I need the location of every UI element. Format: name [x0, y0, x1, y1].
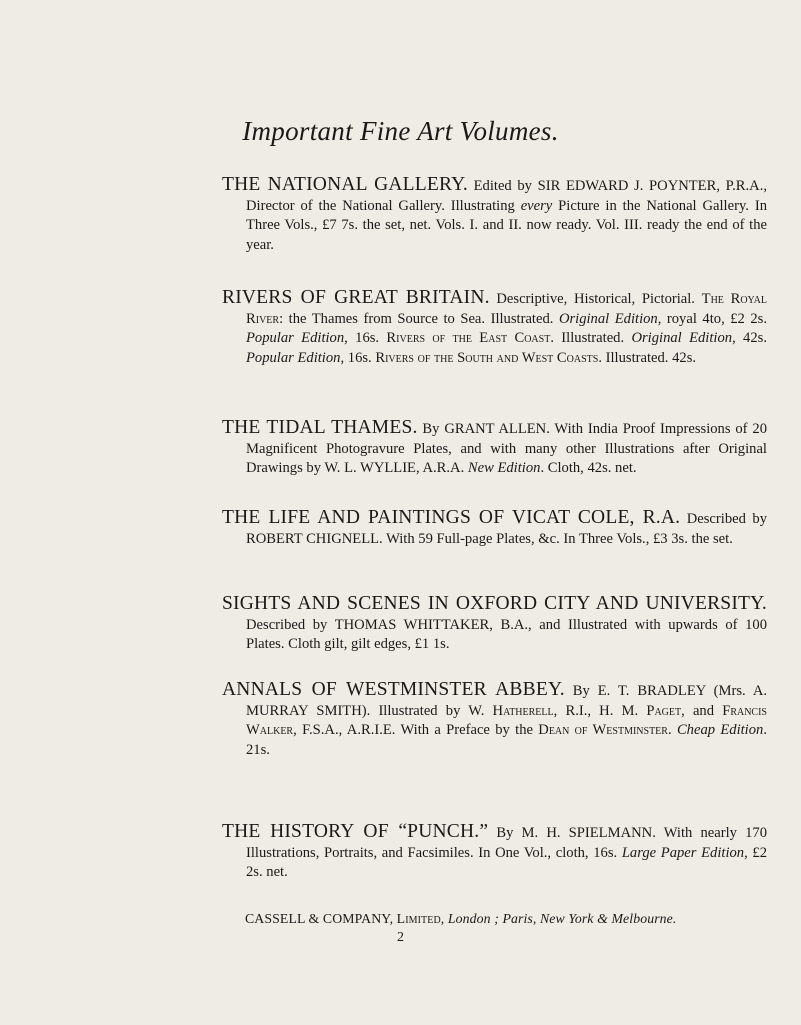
text-run: , 16s. — [344, 330, 387, 346]
entry-title: ANNALS OF WESTMINSTER ABBEY. — [222, 679, 565, 700]
text-run: Described by THOMAS WHITTAKER, B.A., and Illustrated with upwards of 100 Plates. Cloth gilt, gilt edges, £1 1s. — [246, 616, 767, 652]
entry-title: RIVERS OF GREAT BRITAIN. — [222, 287, 490, 308]
text-run: By E. T. BRADLEY (Mrs. A. MURRAY SMITH). Illustrated by W. — [246, 683, 768, 719]
text-run: : the Thames from Source to Sea. Illustrated. — [279, 310, 559, 327]
small-caps-text: Limited — [396, 911, 441, 926]
entry-text — [222, 594, 767, 655]
publisher-imprint — [245, 911, 745, 927]
text-run: . Cloth, 42s. net. — [540, 460, 637, 476]
small-caps-text: Francis Walker — [246, 702, 767, 738]
entry-westminster-abbey — [222, 680, 767, 760]
text-run: , R.I., H. M. — [553, 702, 647, 719]
text-run: CASSELL & COMPANY, — [245, 911, 397, 926]
text-run: Descriptive, Historical, Pictorial. — [489, 291, 702, 307]
italic-text: Popular Edition — [246, 349, 341, 366]
text-run: Picture in the National Gallery. In Three Vols., £7 7s. the set, net. Vols. I. and II. now ready. Vol. III. ready the end of the year. — [246, 197, 767, 253]
entry-history-of-punch — [222, 822, 767, 883]
text-run: , royal 4to, £2 2s. — [657, 310, 767, 327]
entry-text — [222, 175, 767, 255]
entry-vicat-cole — [222, 508, 767, 549]
entry-national-gallery — [222, 175, 767, 255]
text-run: , and — [681, 702, 723, 719]
text-run: . 21s. — [246, 722, 767, 758]
italic-text: New Edition — [467, 460, 541, 476]
italic-text: Cheap Edition — [676, 722, 764, 738]
entry-text — [222, 508, 767, 549]
small-caps-text: Paget — [646, 702, 682, 719]
small-caps-text: The Royal River — [246, 291, 767, 327]
entry-text — [222, 822, 767, 883]
text-run: , F.S.A., A.R.I.E. With a Preface by the — [293, 722, 539, 738]
small-caps-text: Rivers of the South and West Coasts — [375, 349, 599, 366]
italic-text: Original Edition — [558, 310, 658, 327]
italic-text: Large Paper Edition — [621, 844, 745, 861]
italic-text: Popular Edition — [246, 330, 345, 346]
entry-title: SIGHTS AND SCENES IN OXFORD CITY AND UNIVERSITY. — [222, 593, 767, 614]
entry-title: THE HISTORY OF “PUNCH.” — [222, 821, 489, 842]
entry-oxford-sights — [222, 594, 767, 655]
page-number: 2 — [397, 930, 404, 945]
italic-text: every — [520, 197, 553, 214]
text-run: . Illustrated. — [550, 330, 632, 346]
text-run: , 42s. — [732, 330, 767, 346]
entry-body — [246, 617, 767, 653]
italic-text: Original Edition — [631, 330, 733, 346]
italic-text: London ; Paris, New York & Melbourne. — [447, 911, 677, 926]
entry-title: THE LIFE AND PAINTINGS OF VICAT COLE, R.A. — [222, 507, 681, 528]
text-run: By M. H. SPIELMANN. With nearly 170 Illustrations, Portraits, and Facsimiles. In One Vol., cloth, 16s. — [246, 825, 767, 861]
entry-title: THE NATIONAL GALLERY. — [222, 174, 468, 195]
page-heading: Important Fine Art Volumes. — [242, 116, 559, 146]
text-run: , £2 2s. net. — [246, 844, 767, 880]
small-caps-text: Dean of Westminster — [538, 722, 668, 738]
small-caps-text: Rivers of the East Coast — [386, 330, 551, 346]
entry-rivers-of-great-britain — [222, 288, 767, 368]
entry-text — [222, 680, 767, 760]
entry-title: THE TIDAL THAMES. — [222, 417, 418, 438]
entry-text — [222, 288, 767, 368]
text-run: Described by ROBERT CHIGNELL. With 59 Full-page Plates, &c. In Three Vols., £3 3s. the set. — [246, 511, 767, 547]
entry-tidal-thames — [222, 418, 767, 479]
text-run: , 16s. — [340, 349, 376, 366]
text-run: . — [667, 722, 677, 738]
text-run: . Illustrated. 42s. — [598, 349, 697, 366]
small-caps-text: Hatherell — [492, 702, 554, 719]
text-run: By GRANT ALLEN. With India Proof Impressions of 20 Magnificent Photogravure Plates, and with many other Illustrations after Original Drawings by W. L. WYLLIE, A.R.A. — [246, 421, 767, 476]
text-run: , — [440, 911, 448, 926]
text-run: Edited by SIR EDWARD J. POYNTER, P.R.A., Director of the National Gallery. Illustrating — [246, 178, 767, 214]
entry-text — [222, 418, 767, 479]
